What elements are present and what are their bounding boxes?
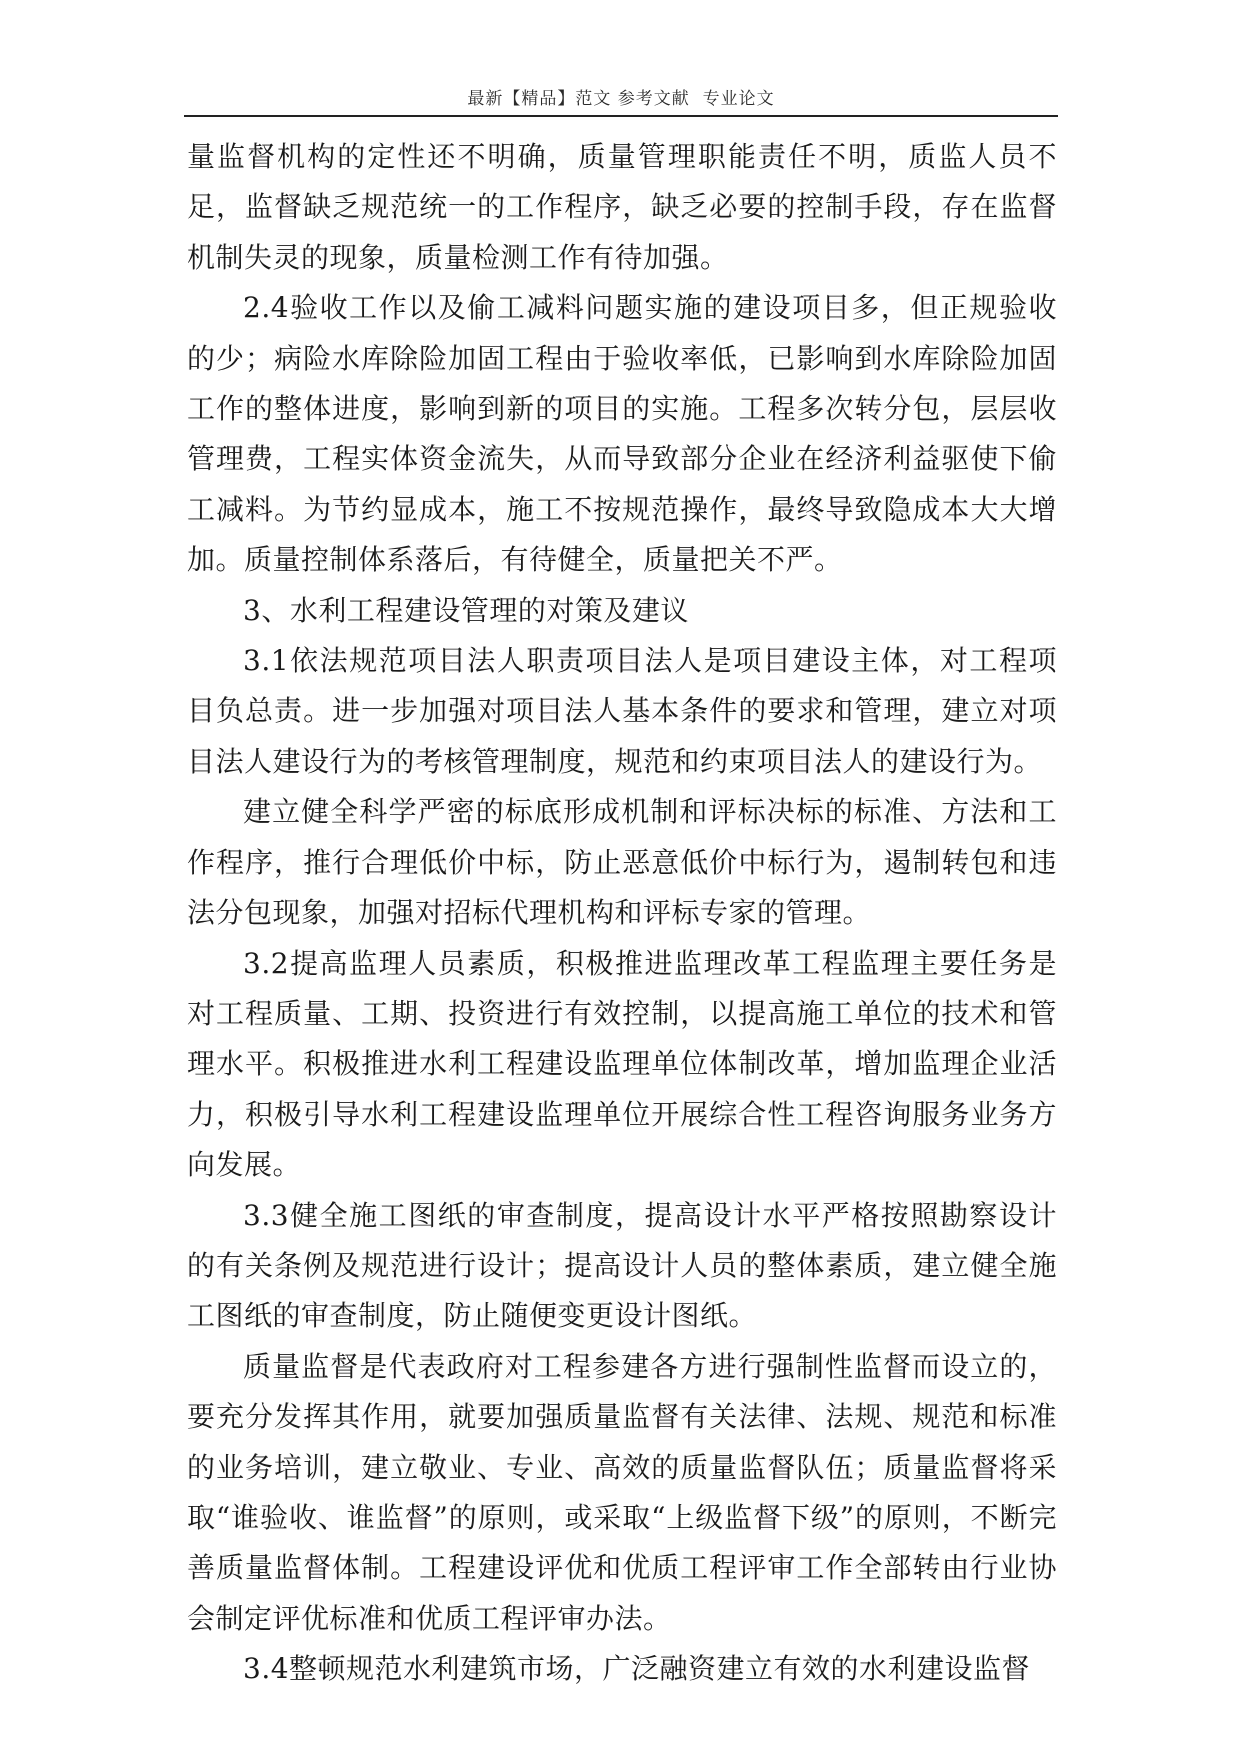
paragraph-3-3: 3.3健全施工图纸的审查制度，提高设计水平严格按照勘察设计的有关条例及规范进行设计；提高设计人员的整体素质，建立健全施工图纸的审查制度，防止随便变更设计图纸。 bbox=[187, 1198, 1057, 1333]
paragraph-2-4-acceptance: 2.4验收工作以及偷工减料问题实施的建设项目多，但正规验收的少；病险水库除险加固工程由于验收率低，已影响到水库除险加固工作的整体进度，影响到新的项目的实施。工程多次转分包，层层收管理费，工程实体资金流失，从而导致部分企业在经济利益驱使下偷工减料。为节约显成本，施工不按规范操作，最终导致隐成本大大增加。质量控制体系落后，有待健全，质量把关不严。 bbox=[187, 291, 1057, 577]
paragraph-3-2: 3.2提高监理人员素质，积极推进监理改革工程监理主要任务是对工程质量、工期、投资进行有效控制，以提高施工单位的技术和管理水平。积极推进水利工程建设监理单位体制改革，增加监理企业活力，积极引导水利工程建设监理单位开展综合性工程咨询服务业务方向发展。 bbox=[187, 946, 1057, 1182]
document-body bbox=[187, 132, 1057, 1695]
paragraph-quality-supervision: 质量监督是代表政府对工程参建各方进行强制性监督而设立的，要充分发挥其作用，就要加强质量监督有关法律、法规、规范和标准的业务培训，建立敬业、专业、高效的质量监督队伍；质量监督将采取“谁验收、谁监督”的原则，或采取“上级监督下级”的原则，不断完善质量监督体制。工程建设评优和优质工程评审工作全部转由行业协会制定评优标准和优质工程评审办法。 bbox=[187, 1349, 1057, 1635]
page-header: 最新【精品】范文 参考文献 专业论文 bbox=[467, 89, 775, 109]
paragraph-3-4: 3.4整顿规范水利建筑市场，广泛融资建立有效的水利建设监督 bbox=[243, 1652, 1031, 1686]
section-heading-3: 3、水利工程建设管理的对策及建议 bbox=[243, 593, 689, 627]
paragraph-bidding: 建立健全科学严密的标底形成机制和评标决标的标准、方法和工作程序，推行合理低价中标，防止恶意低价中标行为，遏制转包和违法分包现象，加强对招标代理机构和评标专家的管理。 bbox=[187, 795, 1057, 930]
paragraph-1: 量监督机构的定性还不明确，质量管理职能责任不明，质监人员不足，监督缺乏规范统一的工作程序，缺乏必要的控制手段，存在监督机制失灵的现象，质量检测工作有待加强。 bbox=[187, 140, 1057, 274]
paragraph-3-1: 3.1依法规范项目法人职责项目法人是项目建设主体，对工程项目负总责。进一步加强对项目法人基本条件的要求和管理，建立对项目法人建设行为的考核管理制度，规范和约束项目法人的建设行为。 bbox=[187, 644, 1057, 778]
header-divider bbox=[184, 115, 1058, 117]
